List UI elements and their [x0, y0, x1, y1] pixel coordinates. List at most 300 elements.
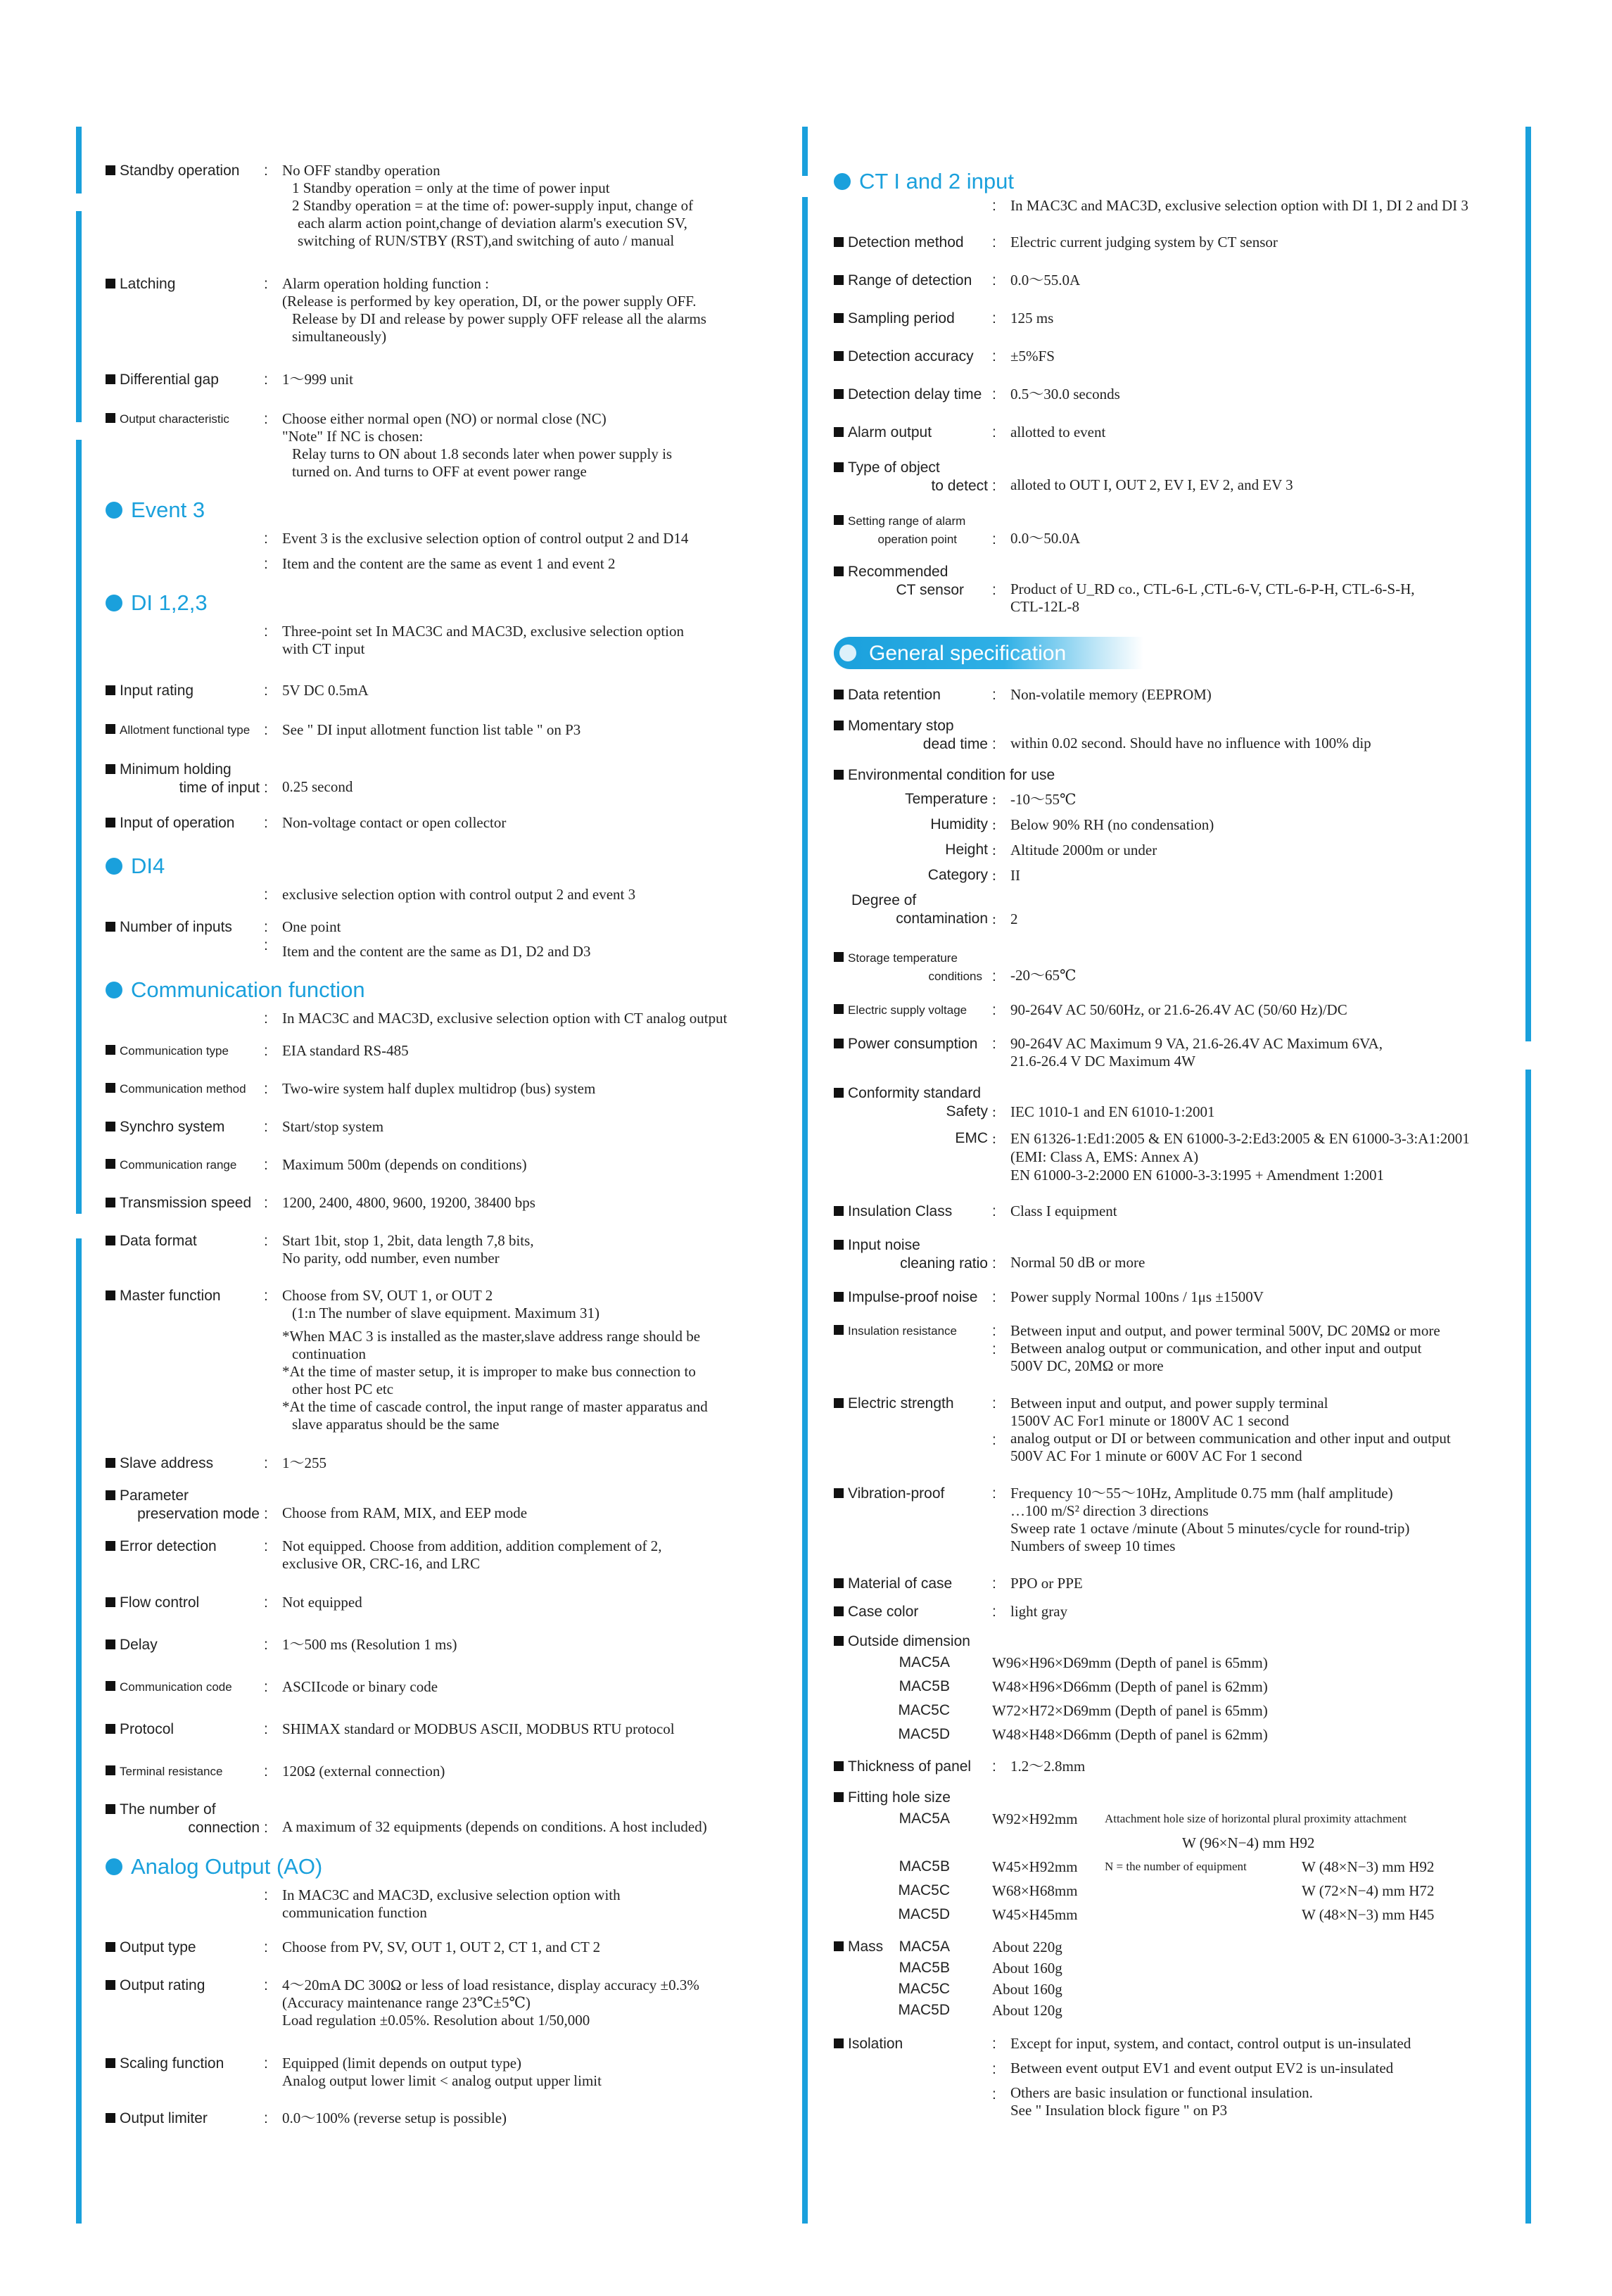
section-title: CT I and 2 input [859, 169, 1015, 194]
spec-label: Environmental condition for use [848, 767, 1055, 783]
bullet-square [106, 685, 115, 695]
model-row [834, 1725, 1537, 1744]
spec-value: alloted to OUT I, OUT 2, EV I, EV 2, and EV 3 [1010, 476, 1293, 493]
spec-label: Conformity standard [848, 1085, 982, 1101]
model-value: W (96×N−4) mm H92 [1182, 1834, 1315, 1851]
model-name: MAC5B [899, 1960, 950, 1976]
spec-value: (1:n The number of slave equipment. Maximum 31) [292, 1305, 600, 1321]
spec-num-inputs: Number of inputs : : One point Item and the content are the same as D1, D2 and D3 [106, 918, 795, 960]
spec-value: Product of U_RD co., CTL-6-L ,CTL-6-V, CTL-6-P-H, CTL-6-S-H, [1010, 581, 1415, 597]
spec-value: 0.5～30.0 seconds [1010, 386, 1120, 402]
spec-label: Material of case [848, 1575, 953, 1592]
spec-label: operation point [877, 533, 957, 546]
spec-label: preservation mode [137, 1506, 260, 1522]
bullet-square [106, 1290, 115, 1300]
section-title: General specification [869, 642, 1067, 665]
spec-label: Output characteristic [120, 412, 229, 426]
bullet-square [834, 1325, 844, 1335]
spec-value: 500V AC For 1 minute or 600V AC For 1 second [1010, 1447, 1302, 1464]
spec-label: cleaning ratio [900, 1255, 988, 1271]
left-edge-bar [76, 127, 82, 194]
model-name: MAC5A [899, 1654, 950, 1670]
bullet-square [834, 462, 844, 472]
spec-value: Choose from SV, OUT 1, or OUT 2 [282, 1287, 493, 1304]
spec-value: 1～500 ms (Resolution 1 ms) [282, 1636, 457, 1653]
spec-value: (EMI: Class A, EMS: Annex A) [1010, 1148, 1199, 1165]
section-dot-icon [834, 173, 851, 190]
spec-material: Material of case : PPO or PPE [834, 1575, 1537, 1593]
spec-value: PPO or PPE [1010, 1575, 1083, 1592]
spec-momentary: Momentary stop dead time : within 0.02 second. Should have no influence with 100% dip [834, 717, 1537, 754]
spec-value: 0.0～50.0A [1010, 530, 1081, 547]
section-title: DI4 [131, 854, 165, 878]
fit-row [834, 1858, 1537, 1876]
model-name: MAC5B [899, 1858, 950, 1875]
bullet-square [106, 374, 115, 384]
spec-ct-recommended: Recommended CT sensor : Product of U_RD co., CTL-6-L ,CTL-6-V, CTL-6-P-H, CTL-6-S-H, CTL-12L-8 [834, 563, 1537, 616]
spec-param: Parameter preservation mode : Choose from RAM, MIX, and EEP mode [106, 1487, 795, 1523]
spec-value: CTL-12L-8 [1010, 598, 1079, 615]
spec-value: Sweep rate 1 octave /minute (About 5 minutes/cycle for round-trip) [1010, 1520, 1410, 1537]
spec-value: *At the time of cascade control, the input range of master apparatus and [282, 1398, 708, 1415]
spec-label: CT sensor [896, 582, 964, 598]
spec-ao-intro: : In MAC3C and MAC3D, exclusive selection option with communication function [106, 1886, 795, 1922]
bullet-square [106, 1198, 115, 1207]
spec-impulse: Impulse-proof noise : Power supply Normal 100ns / 1μs ±1500V [834, 1288, 1537, 1307]
spec-value: ASCIIcode or binary code [282, 1678, 438, 1695]
spec-comm-row2: Communication code : ASCIIcode or binary code [106, 1678, 795, 1696]
spec-value: 1500V AC For1 minute or 1800V AC 1 second [1010, 1412, 1289, 1429]
bullet-square [834, 351, 844, 361]
bullet-square [106, 1681, 115, 1691]
model-row [834, 1938, 1537, 1956]
spec-value: Item and the content are the same as event 1 and event 2 [282, 555, 616, 572]
spec-num-connection: The number of connection : A maximum of 32 equipments (depends on conditions. A host included) [106, 1801, 795, 1837]
spec-label: Output rating [120, 1977, 205, 1993]
spec-output-type: Output type : Choose from PV, SV, OUT 1, OUT 2, CT 1, and CT 2 [106, 1939, 795, 1957]
spec-value: Electric current judging system by CT sensor [1010, 234, 1278, 250]
spec-value: with CT input [282, 640, 365, 657]
spec-label: Master function [120, 1288, 221, 1304]
spec-thickness: Thickness of panel : 1.2～2.8mm [834, 1758, 1537, 1776]
spec-outside-dimension [834, 1632, 1537, 1651]
spec-label: Detection accuracy [848, 348, 974, 364]
bullet-square [106, 413, 115, 423]
spec-value: 500V DC, 20MΩ or more [1010, 1357, 1164, 1374]
spec-comm-row: Communication method : Two-wire system half duplex multidrop (bus) system [106, 1080, 795, 1098]
spec-value: EIA standard RS-485 [282, 1042, 409, 1059]
fit-note: Attachment hole size of horizontal plural proximity attachment [1105, 1812, 1407, 1825]
spec-label: Insulation resistance [848, 1324, 957, 1338]
spec-value: switching of RUN/STBY (RST),and switching of auto / manual [298, 232, 675, 249]
model-row [834, 1677, 1537, 1696]
section-event3 [106, 497, 795, 523]
spec-input-operation: Input of operation : Non-voltage contact or open collector [106, 814, 795, 832]
left-edge-bar [76, 440, 82, 1214]
spec-output-rating: Output rating : 4～20mA DC 300Ω or less of load resistance, display accuracy ±0.3% (Accuracy maintenance range 23℃±5℃) Load regulation ±0.05%. Resolution about 1/50,000 [106, 1977, 795, 2029]
spec-value: 1 Standby operation = only at the time of power input [292, 179, 610, 196]
spec-label: Setting range of alarm [848, 514, 966, 528]
spec-label: Electric supply voltage [848, 1003, 967, 1017]
model-name: MAC5B [899, 1678, 950, 1694]
spec-value: Alarm operation holding function : [282, 275, 489, 292]
spec-comm-intro: : In MAC3C and MAC3D, exclusive selection option with CT analog output [106, 1010, 795, 1028]
spec-label: Input rating [120, 683, 194, 699]
spec-label: Terminal resistance [120, 1765, 223, 1778]
bullet-square [834, 1240, 844, 1250]
section-title: Analog Output (AO) [131, 1854, 323, 1879]
spec-label: Mass [848, 1939, 884, 1955]
spec-label: Range of detection [848, 272, 972, 288]
bullet-square [106, 1490, 115, 1500]
bullet-square [834, 721, 844, 730]
spec-label: Minimum holding [120, 761, 231, 778]
mass-list [834, 1938, 1537, 2019]
spec-ct-intro: : In MAC3C and MAC3D, exclusive selection option with DI 1, DI 2 and DI 3 [834, 197, 1537, 215]
model-value: W48×H96×D66mm (Depth of panel is 62mm) [992, 1678, 1268, 1695]
spec-error: Error detection : Not equipped. Choose from addition, addition complement of 2, exclusive OR, CRC-16, and LRC [106, 1537, 795, 1573]
env-sub-rows [834, 790, 1537, 928]
spec-master: Master function : Choose from SV, OUT 1, or OUT 2 (1:n The number of slave equipment. Maximum 31) *When MAC 3 is installed as the master,slave address range should be continuation *At the time of master setup, it is improper to make bus connection to other host PC etc *At the time of cascade control, the input range of master apparatus and slave apparatus should be the same [106, 1287, 795, 1433]
bullet-square [834, 1398, 844, 1408]
spec-label: Differential gap [120, 372, 219, 388]
spec-value: 1200, 2400, 4800, 9600, 19200, 38400 bps [282, 1194, 535, 1211]
spec-value: Between input and output, and power supply terminal [1010, 1395, 1328, 1412]
spec-value: EN 61000-3-2:2000 EN 61000-3-3:1995 + Amendment 1:2001 [1010, 1167, 1384, 1184]
spec-value: Between event output EV1 and event output EV2 is un-insulated [1010, 2060, 1394, 2076]
spec-value: allotted to event [1010, 424, 1106, 440]
fitting-hole-list [834, 1810, 1537, 1924]
bullet-square [106, 1765, 115, 1775]
bullet-square [834, 515, 844, 525]
fit-row [834, 1810, 1537, 1828]
spec-label: Transmission speed [120, 1195, 252, 1211]
spec-value: (Accuracy maintenance range 23℃±5℃) [282, 1994, 531, 2011]
bullet-square [106, 1597, 115, 1607]
spec-value: In MAC3C and MAC3D, exclusive selection option with [282, 1886, 621, 1903]
spec-data-format: Data format : Start 1bit, stop 1, 2bit, data length 7,8 bits, No parity, odd number, even number [106, 1232, 795, 1267]
bullet-square [834, 275, 844, 285]
left-column [106, 162, 795, 2145]
spec-label: Data retention [848, 687, 941, 703]
spec-label: contamination [896, 911, 988, 927]
spec-label: Humidity [930, 816, 988, 832]
spec-value: 90-264V AC Maximum 9 VA, 21.6-26.4V AC Maximum 6VA, [1010, 1035, 1383, 1052]
spec-value: Numbers of sweep 10 times [1010, 1537, 1176, 1554]
spec-min-holding: Minimum holding time of input : 0.25 second [106, 761, 795, 797]
spec-scaling: Scaling function : Equipped (limit depends on output type) Analog output lower limit < analog output upper limit [106, 2055, 795, 2090]
conformity-row: EMC : EN 61326-1:Ed1:2005 & EN 61000-3-2:Ed3:2005 & EN 61000-3-3:A1:2001 (EMI: Class A, EMS: Annex A) EN 61000-3-2:2000 EN 61000-3-3:1995 + Amendment 1:2001 [834, 1129, 1537, 1184]
spec-label: Detection delay time [848, 386, 982, 402]
spec-label: Power consumption [848, 1036, 978, 1052]
spec-label: Flow control [120, 1594, 200, 1611]
spec-label: Height [945, 842, 988, 858]
spec-insulation-resistance: Insulation resistance : : Between input and output, and power terminal 500V, DC 20MΩ or more Between analog output or communication, and other input and output 500V DC, 20MΩ or more [834, 1322, 1537, 1375]
bullet-square [106, 2058, 115, 2068]
spec-label: conditions [928, 970, 982, 983]
model-value: W (48×N−3) mm H45 [1302, 1906, 1435, 1923]
spec-value: Analog output lower limit < analog output upper limit [282, 2072, 602, 2089]
spec-retention: Data retention : Non-volatile memory (EEPROM) [834, 686, 1537, 704]
bullet-square [834, 1088, 844, 1098]
spec-value: 0.0～100% (reverse setup is possible) [282, 2110, 507, 2126]
spec-label: time of input [179, 780, 260, 796]
section-dot-icon [106, 858, 122, 875]
spec-di4-intro: : exclusive selection option with control output 2 and event 3 [106, 886, 795, 904]
spec-value: 1.2～2.8mm [1010, 1758, 1086, 1775]
spec-label: Storage temperature [848, 951, 958, 965]
bullet-square [106, 1639, 115, 1649]
bullet-square [834, 237, 844, 247]
section-communication [106, 977, 795, 1003]
spec-storage: Storage temperature conditions : -20～65℃ [834, 949, 1537, 986]
spec-label: Error detection [120, 1538, 217, 1554]
bullet-square [106, 1122, 115, 1131]
bullet-square [106, 1942, 115, 1952]
spec-label: Impulse-proof noise [848, 1289, 978, 1305]
fit-row [834, 1882, 1537, 1900]
spec-label: Input noise [848, 1237, 920, 1253]
spec-value: continuation [292, 1345, 366, 1362]
bullet-square [106, 1804, 115, 1814]
section-di4 [106, 854, 795, 879]
spec-label: Category [927, 867, 988, 883]
spec-value: See " Insulation block figure " on P3 [1010, 2102, 1228, 2119]
spec-label: Parameter [120, 1488, 189, 1504]
spec-label: Standby operation [120, 163, 240, 179]
spec-value: Choose either normal open (NO) or normal close (NC) [282, 410, 607, 427]
env-row: Degree of contamination : 2 [834, 892, 1537, 928]
bullet-square [834, 313, 844, 323]
fit-note: N = the number of equipment [1105, 1860, 1247, 1873]
spec-label: Communication type [120, 1044, 229, 1058]
bullet-square [106, 1980, 115, 1990]
spec-value: *When MAC 3 is installed as the master,slave address range should be [282, 1328, 701, 1345]
spec-label: Safety [946, 1103, 988, 1120]
spec-comm-row2: Flow control : Not equipped [106, 1594, 795, 1612]
model-name: MAC5C [898, 1981, 950, 1997]
spec-comm-row: Synchro system : Start/stop system [106, 1118, 795, 1136]
model-name: MAC5D [898, 1906, 950, 1922]
bullet-square [106, 922, 115, 932]
left-edge-bar [76, 1238, 82, 2224]
spec-comm-row2: Terminal resistance : 120Ω (external connection) [106, 1763, 795, 1781]
spec-ct-row: Sampling period : 125 ms [834, 310, 1537, 328]
spec-value: Not equipped. Choose from addition, addition complement of 2, [282, 1537, 662, 1554]
spec-value: A maximum of 32 equipments (depends on conditions. A host included) [282, 1818, 707, 1835]
bullet-square [834, 1206, 844, 1216]
bullet-square [106, 1458, 115, 1468]
spec-supply: Electric supply voltage : 90-264V AC 50/60Hz, or 21.6-26.4V AC (50/60 Hz)/DC [834, 1001, 1537, 1020]
section-title: Event 3 [131, 497, 205, 522]
section-dot-icon [106, 1858, 122, 1875]
spec-input-noise: Input noise cleaning ratio : Normal 50 dB or more [834, 1236, 1537, 1273]
model-name: MAC5C [898, 1882, 950, 1898]
spec-ct-type: Type of object to detect : alloted to OUT I, OUT 2, EV I, EV 2, and EV 3 [834, 459, 1537, 495]
bullet-square [106, 1236, 115, 1245]
spec-input-rating: Input rating : 5V DC 0.5mA [106, 682, 795, 700]
bullet-square [106, 1541, 115, 1551]
spec-value: Others are basic insulation or functional insulation. [1010, 2084, 1313, 2101]
spec-value: Maximum 500m (depends on conditions) [282, 1156, 527, 1173]
spec-value: 1～255 [282, 1454, 326, 1471]
spec-value: …100 m/S² direction 3 directions [1010, 1502, 1209, 1519]
spec-value: No OFF standby operation [282, 162, 440, 179]
spec-value: light gray [1010, 1603, 1068, 1620]
spec-value: IEC 1010-1 and EN 61010-1:2001 [1010, 1103, 1215, 1120]
conformity-sub-rows [834, 1103, 1537, 1184]
spec-diffgap: Differential gap : 1～999 unit [106, 371, 795, 389]
spec-label: Degree of [851, 892, 917, 908]
outside-dimension-list [834, 1654, 1537, 1744]
spec-value: 125 ms [1010, 310, 1054, 326]
spec-value: each alarm action point,change of deviation alarm's execution SV, [298, 215, 687, 231]
spec-label: Vibration-proof [848, 1485, 945, 1502]
spec-value: "Note" If NC is chosen: [282, 428, 424, 445]
spec-case-color: Case color : light gray [834, 1603, 1537, 1621]
spec-value: 120Ω (external connection) [282, 1763, 445, 1780]
spec-value: Class I equipment [1010, 1203, 1117, 1219]
spec-label: Number of inputs [120, 919, 232, 935]
spec-isolation: Isolation : : : Except for input, system, and contact, control output is un-insulated Between event output EV1 and event output EV2 is un-insulated Others are basic insulation or functional insulation. See " Insulation block figure " on P3 [834, 2035, 1537, 2119]
spec-value: simultaneously) [292, 328, 387, 345]
spec-environment [834, 766, 1537, 785]
spec-value: -20～65℃ [1010, 967, 1077, 984]
spec-label: Scaling function [120, 2055, 224, 2072]
bullet-square [106, 1083, 115, 1093]
bullet-square [834, 1292, 844, 1302]
spec-value: Altitude 2000m or under [1010, 842, 1157, 858]
section-title: Communication function [131, 977, 365, 1002]
spec-comm-row2: Protocol : SHIMAX standard or MODBUS ASCII, MODBUS RTU protocol [106, 1720, 795, 1739]
spec-comm-row2: Delay : 1～500 ms (Resolution 1 ms) [106, 1636, 795, 1654]
spec-ct-row: Range of detection : 0.0～55.0A [834, 272, 1537, 290]
spec-event3-1: : Event 3 is the exclusive selection option of control output 2 and D14 [106, 530, 795, 548]
spec-value: Relay turns to ON about 1.8 seconds later when power supply is [292, 445, 673, 462]
section-di123 [106, 590, 795, 616]
spec-value: exclusive selection option with control output 2 and event 3 [282, 886, 636, 903]
spec-value: Non-voltage contact or open collector [282, 814, 507, 831]
spec-insulation-class: Insulation Class : Class I equipment [834, 1203, 1537, 1221]
spec-label: Sampling period [848, 310, 955, 326]
spec-label: Detection method [848, 234, 964, 250]
model-value: W48×H48×D66mm (Depth of panel is 62mm) [992, 1726, 1268, 1743]
spec-value: Event 3 is the exclusive selection option of control output 2 and D14 [282, 530, 689, 547]
fit-row [834, 1905, 1537, 1924]
spec-label: Thickness of panel [848, 1758, 972, 1775]
spec-value: 21.6-26.4 V DC Maximum 4W [1010, 1053, 1195, 1070]
bullet-square [834, 1004, 844, 1014]
spec-label: Temperature [905, 791, 988, 807]
model-value: W68×H68mm [992, 1882, 1078, 1899]
bullet-square [834, 2038, 844, 2048]
spec-label: Communication method [120, 1082, 246, 1096]
spec-value: Between analog output or communication, and other input and output [1010, 1340, 1422, 1357]
section-dot-icon [106, 982, 122, 998]
spec-value: Start 1bit, stop 1, 2bit, data length 7,8 bits, [282, 1232, 534, 1249]
spec-label: Delay [120, 1637, 158, 1653]
spec-value: See " DI input allotment function list table " on P3 [282, 721, 581, 738]
spec-label: Slave address [120, 1455, 214, 1471]
bullet-square [834, 952, 844, 962]
bullet-square [106, 818, 115, 827]
spec-value: Not equipped [282, 1594, 362, 1611]
bullet-square [106, 724, 115, 734]
spec-ct-row: Detection delay time : 0.5～30.0 seconds [834, 386, 1537, 404]
spec-label: Input of operation [120, 815, 235, 831]
model-row [834, 2001, 1537, 2019]
bullet-square [834, 389, 844, 399]
spec-value: Choose from PV, SV, OUT 1, OUT 2, CT 1, and CT 2 [282, 1939, 601, 1955]
model-name: MAC5D [898, 1726, 950, 1742]
middle-bar [802, 197, 808, 2224]
model-row [834, 1959, 1537, 1977]
bullet-square [106, 764, 115, 774]
spec-outchar: Output characteristic : Choose either normal open (NO) or normal close (NC) "Note" If NC is chosen: Relay turns to ON about 1.8 seconds later when power supply is turned on. And turns to OFF at event power range [106, 410, 795, 481]
model-value: About 160g [992, 1960, 1062, 1977]
spec-value: Item and the content are the same as D1, D2 and D3 [282, 943, 591, 960]
model-value: About 220g [992, 1939, 1062, 1955]
model-row [834, 1701, 1537, 1720]
spec-label: Latching [120, 276, 176, 292]
spec-label: Type of object [848, 459, 940, 476]
section-title: DI 1,2,3 [131, 590, 208, 615]
spec-value: *At the time of master setup, it is improper to make bus connection to [282, 1363, 696, 1380]
spec-value: Two-wire system half duplex multidrop (bus) system [282, 1080, 596, 1097]
model-name: MAC5A [899, 1810, 950, 1827]
env-row: Height : Altitude 2000m or under [834, 841, 1537, 859]
spec-label: Synchro system [120, 1119, 225, 1135]
spec-value: 2 Standby operation = at the time of: power-supply input, change of [292, 197, 694, 214]
spec-ct-setting: Setting range of alarm operation point : 0.0～50.0A [834, 512, 1537, 549]
spec-value: Power supply Normal 100ns / 1μs ±1500V [1010, 1288, 1264, 1305]
model-value: W72×H72×D69mm (Depth of panel is 65mm) [992, 1702, 1268, 1719]
spec-value: analog output or DI or between communication and other input and output [1010, 1430, 1451, 1447]
bullet-square [834, 1039, 844, 1048]
spec-value: Below 90% RH (no condensation) [1010, 816, 1214, 833]
model-value: About 160g [992, 1981, 1062, 1998]
bullet-square [106, 1724, 115, 1734]
spec-comm-row: Communication range : Maximum 500m (depends on conditions) [106, 1156, 795, 1174]
spec-value: turned on. And turns to OFF at event power range [292, 463, 587, 480]
spec-conformity [834, 1084, 1537, 1103]
spec-ct-row: Detection method : Electric current judging system by CT sensor [834, 234, 1537, 252]
spec-value: within 0.02 second. Should have no influence with 100% dip [1010, 735, 1371, 751]
spec-event3-2: : Item and the content are the same as event 1 and event 2 [106, 555, 795, 573]
spec-label: Electric strength [848, 1395, 954, 1412]
bullet-square [106, 1159, 115, 1169]
spec-value: 5V DC 0.5mA [282, 682, 369, 699]
bullet-square [834, 690, 844, 699]
spec-label: Data format [120, 1233, 197, 1249]
spec-label: connection [188, 1820, 260, 1836]
bullet-square [834, 1606, 844, 1616]
spec-value: 90-264V AC 50/60Hz, or 21.6-26.4V AC (50/60 Hz)/DC [1010, 1001, 1347, 1018]
spec-label: Insulation Class [848, 1203, 953, 1219]
spec-label: dead time [922, 736, 988, 752]
spec-value: (Release is performed by key operation, DI, or the power supply OFF. [282, 293, 697, 310]
spec-slave: Slave address : 1～255 [106, 1454, 795, 1473]
spec-vibration: Vibration-proof : Frequency 10～55～10Hz, Amplitude 0.75 mm (half amplitude) …100 m/S² direction 3 directions Sweep rate 1 octave /minute (About 5 minutes/cycle for round-trip) Numbers of sweep 10 times [834, 1485, 1537, 1555]
mass-label [834, 1938, 883, 1956]
bullet-square [106, 279, 115, 288]
spec-value: Three-point set In MAC3C and MAC3D, exclusive selection option [282, 623, 684, 640]
bullet-square [106, 1045, 115, 1055]
spec-allotment: Allotment functional type : See " DI input allotment function list table " on P3 [106, 721, 795, 740]
model-value: About 120g [992, 2002, 1062, 2019]
right-column [834, 169, 1537, 2136]
spec-di123-intro: : Three-point set In MAC3C and MAC3D, exclusive selection option with CT input [106, 623, 795, 658]
